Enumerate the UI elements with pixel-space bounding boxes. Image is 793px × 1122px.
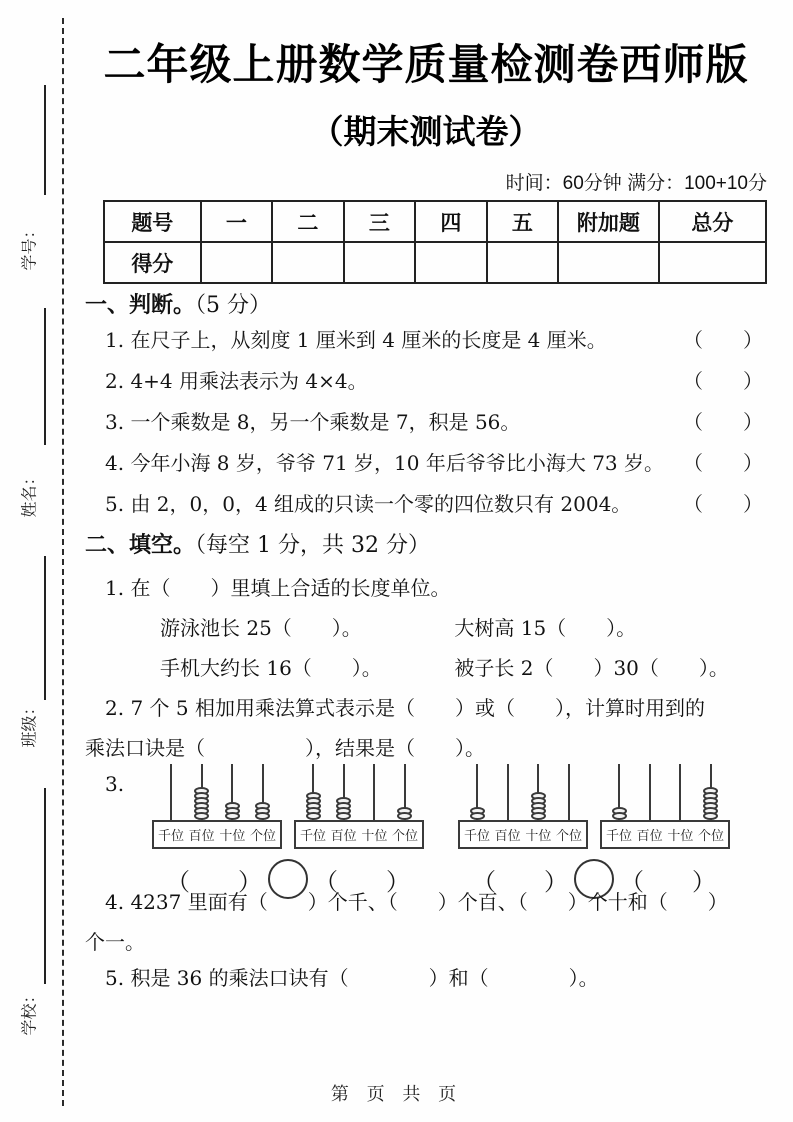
fill-q1-row1 — [160, 612, 740, 641]
abacus-rod — [396, 764, 413, 820]
place-value-label: 个位 — [697, 829, 724, 844]
abacus-rod — [335, 764, 352, 820]
abacus-rod — [366, 764, 383, 820]
score-table-col: 四 — [415, 201, 486, 242]
fill-q1: 1. 在（ ）里填上合适的长度单位。 — [105, 576, 451, 600]
abacus-rod — [193, 764, 210, 820]
section1-heading — [85, 288, 271, 319]
section1-heading-note: （5 分） — [195, 293, 272, 318]
fill-q3-number: 3. — [105, 772, 125, 796]
section2-heading-note: （每空 1 分，共 32 分） — [195, 533, 430, 558]
place-value-label: 十位 — [219, 829, 246, 844]
answer-blank: （ ） — [683, 492, 763, 516]
place-value-label: 百位 — [330, 829, 357, 844]
place-value-label: 百位 — [188, 829, 215, 844]
abacus-rod — [641, 764, 658, 820]
place-value-label: 百位 — [636, 829, 663, 844]
abacus-rod — [530, 764, 547, 820]
place-value-label: 个位 — [391, 829, 418, 844]
score-table-col: 二 — [272, 201, 343, 242]
page-title: 二年级上册数学质量检测卷西师版 — [103, 41, 749, 88]
fill-q4-line2: 个一。 — [85, 930, 145, 954]
name-label: 姓名： — [19, 469, 39, 518]
school-label: 学校： — [19, 987, 39, 1036]
fill-q2-line1: 2. 7 个 5 相加用乘法算式表示是（ ）或（ ），计算时用到的 — [105, 696, 705, 720]
abacus-bead — [306, 812, 321, 820]
answer-blank: （ ） — [472, 867, 568, 896]
abacus-bead — [470, 812, 485, 820]
abacus-1 — [152, 764, 282, 849]
judge-question — [105, 441, 763, 482]
judge-question — [105, 359, 763, 400]
score-cell — [344, 242, 415, 283]
judge-question-text: 5. 由 2，0，0，4 组成的只读一个零的四位数只有 2004。 — [105, 492, 632, 516]
judge-question-text: 2. 4+4 用乘法表示为 4×4。 — [105, 369, 368, 393]
score-cell — [415, 242, 486, 283]
judge-question — [105, 400, 763, 441]
class-label: 班级： — [19, 699, 39, 748]
judge-question-text: 4. 今年小海 8 岁，爷爷 71 岁，10 年后爷爷比小海大 73 岁。 — [105, 451, 665, 475]
abacus-bead — [225, 812, 240, 820]
answer-blank: （ ） — [620, 867, 716, 896]
abacus-rod — [702, 764, 719, 820]
place-value-label: 十位 — [525, 829, 552, 844]
answer-blank: （ ） — [683, 328, 763, 352]
score-table-col: 附加题 — [558, 201, 659, 242]
place-value-label: 千位 — [300, 829, 327, 844]
judge-question-text: 3. 一个乘数是 8，另一个乘数是 7，积是 56。 — [105, 410, 521, 434]
section2-heading — [85, 528, 430, 559]
name-blank-line — [44, 308, 46, 445]
binding-dashed-line — [62, 18, 64, 1106]
score-cell — [487, 242, 558, 283]
place-value-label: 个位 — [555, 829, 582, 844]
score-cell — [558, 242, 659, 283]
score-table-col: 一 — [201, 201, 272, 242]
abacus-bead — [194, 812, 209, 820]
place-value-label: 百位 — [494, 829, 521, 844]
place-value-label: 十位 — [667, 829, 694, 844]
class-blank-line — [44, 556, 46, 700]
place-value-label: 十位 — [361, 829, 388, 844]
fill-q1-row2 — [160, 652, 740, 681]
abacus-3 — [458, 764, 588, 849]
abacus-rod — [560, 764, 577, 820]
abacus-2-rods — [298, 764, 420, 820]
score-table-col: 三 — [344, 201, 415, 242]
abacus-2 — [294, 764, 424, 849]
abacus-pair-right — [458, 764, 730, 899]
fill-q2-line2: 乘法口诀是（ ），结果是（ ）。 — [85, 736, 485, 760]
fill-q1-pool: 游泳池长 25（ ）。 — [160, 616, 362, 640]
abacus-rod — [469, 764, 486, 820]
abacus-3-rods — [462, 764, 584, 820]
fill-q1-tree: 大树高 15（ ）。 — [454, 616, 637, 640]
judge-question — [105, 482, 763, 523]
judge-question-list — [105, 318, 763, 523]
judge-question-text: 1. 在尺子上，从刻度 1 厘米到 4 厘米的长度是 4 厘米。 — [105, 328, 607, 352]
place-value-label: 千位 — [464, 829, 491, 844]
answer-blank: （ ） — [166, 867, 262, 896]
score-table-corner: 题号 — [104, 201, 201, 242]
answer-blank: （ ） — [314, 867, 410, 896]
answer-blank: （ ） — [683, 369, 763, 393]
abacus-figure — [152, 764, 730, 899]
section2-heading-title: 二、填空。 — [85, 532, 196, 558]
fill-q4-line1: 4. 4237 里面有（ ）个千、（ ）个百、（ ）个十和（ ） — [105, 890, 728, 914]
abacus-bead — [703, 812, 718, 820]
abacus-pair-left — [152, 764, 424, 899]
score-row-label: 得分 — [104, 242, 201, 283]
answer-blank: （ ） — [683, 410, 763, 434]
student-id-blank-line — [44, 85, 46, 195]
abacus-bead — [531, 812, 546, 820]
abacus-4 — [600, 764, 730, 849]
abacus-2-place-labels — [294, 820, 424, 849]
score-cell — [659, 242, 766, 283]
page-subtitle: （期末测试卷） — [310, 113, 542, 150]
abacus-rod — [163, 764, 180, 820]
fill-q5: 5. 积是 36 的乘法口诀有（ ）和（ ）。 — [105, 966, 599, 990]
place-value-label: 千位 — [606, 829, 633, 844]
abacus-rod — [224, 764, 241, 820]
abacus-bead — [255, 812, 270, 820]
abacus-bead — [612, 812, 627, 820]
score-table-col: 总分 — [659, 201, 766, 242]
abacus-rod — [254, 764, 271, 820]
school-blank-line — [44, 788, 46, 984]
section1-heading-title: 一、判断。 — [85, 292, 196, 318]
abacus-rod — [672, 764, 689, 820]
page-footer: 第 页 共 页 — [330, 1084, 463, 1105]
abacus-4-place-labels — [600, 820, 730, 849]
score-cell — [201, 242, 272, 283]
abacus-1-place-labels — [152, 820, 282, 849]
abacus-bead — [397, 812, 412, 820]
abacus-3-place-labels — [458, 820, 588, 849]
fill-q1-phone: 手机大约长 16（ ）。 — [160, 656, 382, 680]
abacus-rod — [499, 764, 516, 820]
abacus-1-rods — [156, 764, 278, 820]
abacus-4-rods — [604, 764, 726, 820]
score-table — [103, 200, 767, 284]
score-cell — [272, 242, 343, 283]
student-id-label: 学号： — [19, 222, 39, 271]
time-score-info: 时间：60分钟 满分：100+10分 — [505, 173, 767, 194]
place-value-label: 千位 — [158, 829, 185, 844]
judge-question — [105, 318, 763, 359]
score-table-header-row — [104, 201, 766, 242]
abacus-bead — [336, 812, 351, 820]
abacus-rod — [611, 764, 628, 820]
score-table-col: 五 — [487, 201, 558, 242]
answer-blank: （ ） — [683, 451, 763, 475]
fill-q1-quilt: 被子长 2（ ）30（ ）。 — [454, 656, 729, 680]
score-table-score-row — [104, 242, 766, 283]
place-value-label: 个位 — [249, 829, 276, 844]
abacus-rod — [305, 764, 322, 820]
